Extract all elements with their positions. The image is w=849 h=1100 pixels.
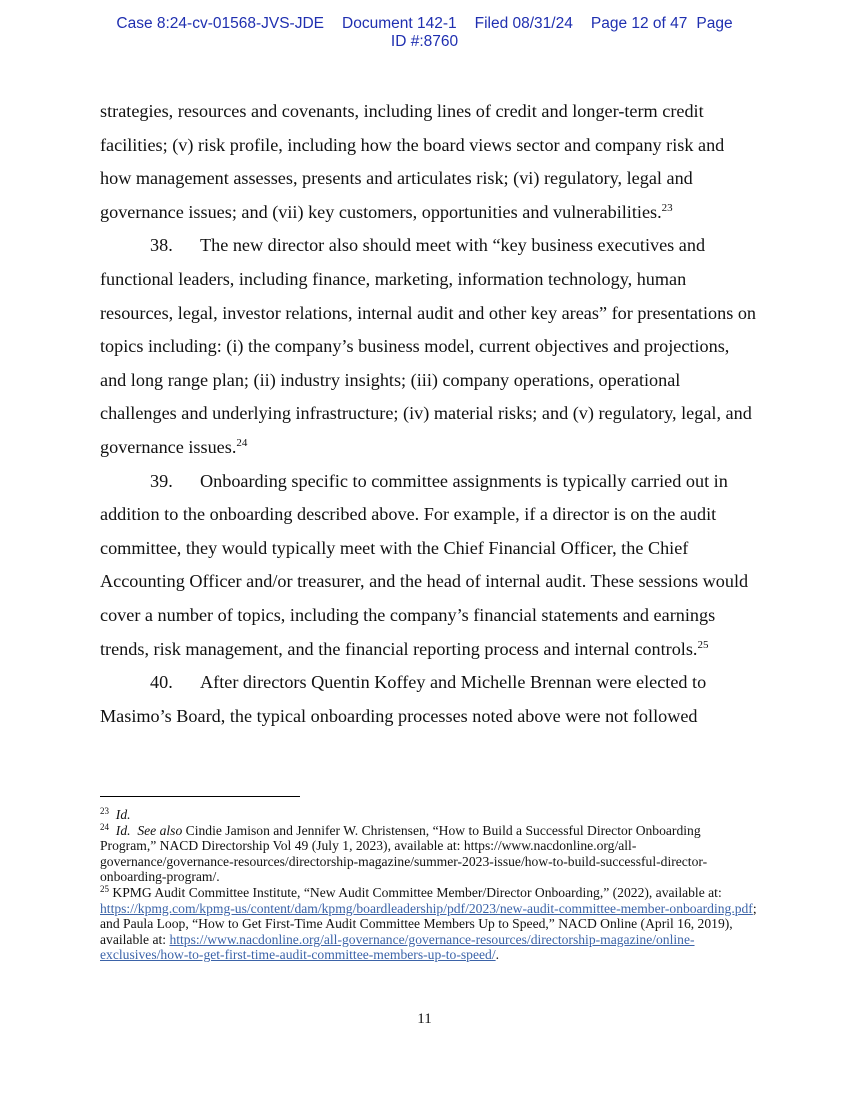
footnote-text: Cindie Jamison and Jennifer W. Christensen, “How to Build a Successful Director Onboarding Program,” NACD Directorship Vol 49 (July 1, 2023), available at: https://www.nacdonline.org/all-governance/governance-resources/directorship-magazine/summer-2023-issue/how-to-build-successful-director-onboarding-program/. — [100, 822, 708, 885]
footnote-number: 23 — [100, 806, 109, 816]
case-header — [0, 15, 849, 51]
paragraph-39 — [100, 465, 760, 667]
footnote-end: . — [495, 947, 500, 963]
footnote-number: 25 — [100, 883, 109, 894]
paragraph-number: 39. — [150, 470, 173, 491]
footnote-see-also: See also — [137, 822, 183, 838]
paragraph-number: 40. — [150, 672, 173, 693]
kpmg-link[interactable]: https://kpmg.com/kpmg-us/content/dam/kpmg/boardleadership/pdf/2023/new-audit-committee-member-onboarding.pdf — [100, 900, 753, 916]
footnotes — [100, 807, 760, 963]
paragraph-text: Onboarding specific to committee assignments is typically carried out in addition to the onboarding described above. For example, if a director is on the audit committee, they would typically meet with the Chief Financial Officer, the Chief Accounting Officer and/or treasurer, and the head of internal audit. These sessions would cover a number of topics, including the company’s financial statements and earnings trends, risk management, and the financial reporting process and internal controls. — [100, 470, 749, 659]
paragraph-text: After directors Quentin Koffey and Michelle Brennan were elected to Masimo’s Board, the typical onboarding processes noted above were not followed — [100, 672, 707, 726]
page-count: Page 12 of 47 — [590, 15, 688, 32]
nacd-link[interactable]: https://www.nacdonline.org/all-governance/governance-resources/directorship-magazine/online-exclusives/how-to-get-first-time-audit-committee-members-up-to-speed/ — [100, 931, 695, 963]
document-number: Document 142-1 — [342, 15, 457, 32]
footnote-23 — [100, 807, 760, 823]
paragraph-40 — [100, 666, 760, 733]
paragraph-text: The new director also should meet with “key business executives and functional leaders, including finance, marketing, information technology, human resources, legal, investor relations, internal audit and other key areas” for presentations on topics including: (i) the company’s business model, current objectives and projections, and long range plan; (ii) industry insights; (iii) company operations, operational challenges and underlying infrastructure; (iv) material risks; and (v) regulatory, legal, and governance issues. — [100, 235, 757, 457]
page-id: ID #:8760 — [390, 33, 459, 50]
page-number: 11 — [417, 1011, 432, 1027]
paragraph-text: strategies, resources and covenants, including lines of credit and longer-term credit facilities; (v) risk profile, including how the board views sector and company risk and how management assesses, presents and articulates risk; (vi) regulatory, legal and governance issues; and (vii) key customers, opportunities and vulnerabilities. — [100, 101, 725, 222]
footnote-number: 24 — [100, 821, 109, 832]
filed-date: Filed 08/31/24 — [474, 15, 573, 32]
footnote-id: Id. — [115, 822, 131, 838]
footnote-text: Id. — [115, 807, 131, 822]
case-number: Case 8:24-cv-01568-JVS-JDE — [116, 15, 325, 32]
footnote-text: KPMG Audit Committee Institute, “New Audit Committee Member/Director Onboarding,” (2022), available at: — [109, 884, 722, 900]
page-label: Page — [696, 15, 733, 32]
footnote-ref-23[interactable]: 23 — [661, 201, 673, 214]
footnote-text-2: ; and Paula Loop, “How to Get First-Time Audit Committee Members Up to Speed,” NACD Online (April 16, 2019), available at: — [100, 900, 757, 947]
footnote-divider — [100, 796, 300, 797]
body-text — [100, 95, 760, 733]
paragraph-continued — [100, 95, 760, 229]
paragraph-38 — [100, 229, 760, 464]
paragraph-number: 38. — [150, 235, 173, 256]
footnote-ref-24[interactable]: 24 — [236, 436, 248, 449]
footnote-ref-25[interactable]: 25 — [697, 638, 709, 651]
footnote-24 — [100, 823, 760, 885]
footnote-25 — [100, 885, 760, 963]
